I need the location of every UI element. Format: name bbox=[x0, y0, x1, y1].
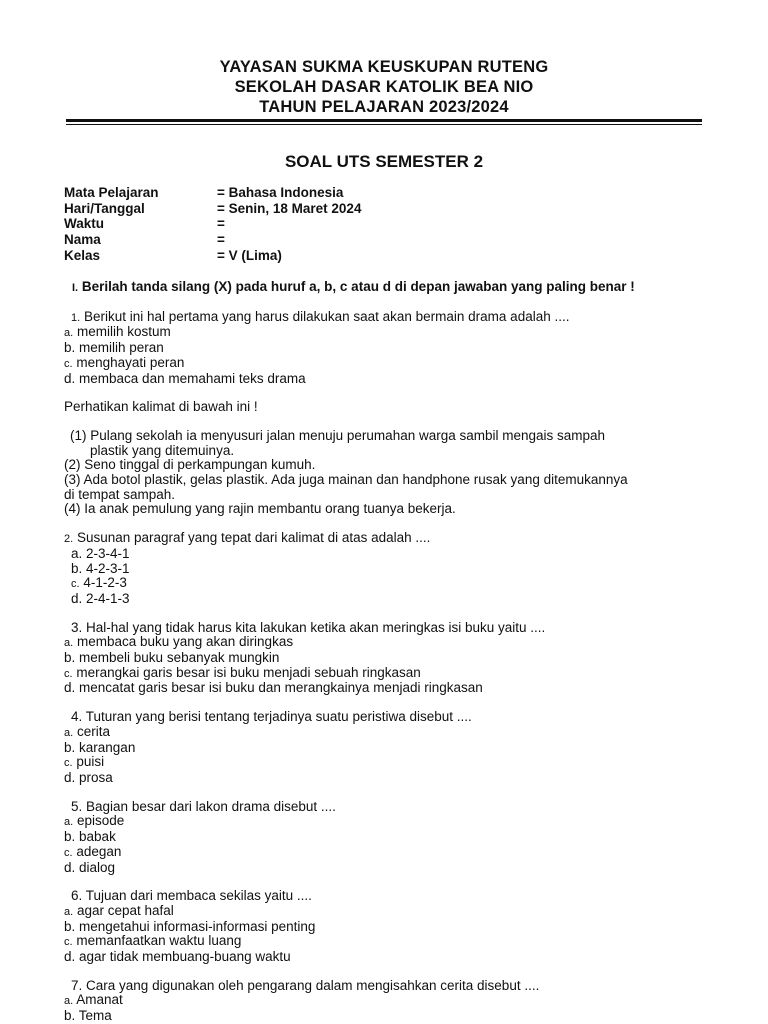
option-letter: d. bbox=[64, 370, 76, 386]
header-divider-thick bbox=[66, 119, 702, 122]
option-text: memilih kostum bbox=[76, 324, 171, 340]
option-text: mencatat garis besar isi buku dan merangkainya menjadi ringkasan bbox=[79, 680, 483, 696]
option-letter: b. bbox=[64, 918, 76, 934]
info-label: Mata Pelajaran bbox=[64, 185, 159, 200]
option-d bbox=[64, 771, 704, 786]
option-text: 2-4-1-3 bbox=[86, 590, 130, 606]
question-text: Tuturan yang berisi tentang terjadinya suatu peristiwa disebut .... bbox=[85, 709, 472, 725]
info-value: = Bahasa Indonesia bbox=[217, 185, 344, 200]
option-letter: c. bbox=[64, 936, 73, 949]
option-text: prosa bbox=[79, 769, 113, 785]
option-c bbox=[64, 356, 704, 372]
option-letter: d. bbox=[64, 859, 76, 875]
info-label: Hari/Tanggal bbox=[64, 200, 145, 216]
question-text: Cara yang digunakan oleh pengarang dalam mengisahkan cerita disebut .... bbox=[86, 977, 540, 993]
option-a bbox=[64, 547, 704, 562]
option-text: menghayati peran bbox=[76, 354, 185, 370]
sentence-number: (4) bbox=[64, 501, 81, 517]
option-letter: d. bbox=[64, 769, 76, 785]
question-number: 7. bbox=[71, 977, 83, 993]
option-letter: c. bbox=[64, 757, 73, 770]
sentence-text: Seno tinggal di perkampungan kumuh. bbox=[84, 457, 316, 473]
foundation-name: YAYASAN SUKMA KEUSKUPAN RUTENG bbox=[219, 58, 549, 76]
reading-prompt: Perhatikan kalimat di bawah ini ! bbox=[64, 399, 258, 415]
question-text: Tujuan dari membaca sekilas yaitu .... bbox=[85, 888, 312, 904]
info-row-class bbox=[64, 248, 361, 264]
info-value: = Senin, 18 Maret 2024 bbox=[217, 200, 362, 216]
info-value: = bbox=[217, 216, 225, 232]
option-text: karangan bbox=[79, 739, 136, 755]
sentence-number: (1) bbox=[70, 427, 87, 443]
option-b bbox=[64, 651, 704, 666]
question-text: Berikut ini hal pertama yang harus dilakukan saat akan bermain drama adalah .... bbox=[83, 308, 570, 324]
option-b bbox=[64, 741, 704, 756]
option-a bbox=[64, 635, 704, 651]
exam-info-block bbox=[64, 185, 361, 263]
option-text: memanfaatkan waktu luang bbox=[76, 933, 242, 949]
option-d bbox=[64, 681, 704, 696]
sentence-text: Ada botol plastik, gelas plastik. Ada juga mainan dan handphone rusak yang ditemukannya bbox=[83, 472, 628, 488]
option-letter: c. bbox=[64, 667, 73, 680]
option-letter: b. bbox=[64, 340, 76, 356]
option-d bbox=[64, 861, 704, 876]
school-name: SEKOLAH DASAR KATOLIK BEA NIO bbox=[234, 78, 534, 96]
info-row-date bbox=[64, 201, 361, 217]
option-letter: a. bbox=[64, 995, 74, 1008]
option-d bbox=[64, 372, 704, 387]
option-b bbox=[64, 1009, 704, 1024]
info-row-time bbox=[64, 216, 361, 232]
info-label: Nama bbox=[64, 232, 101, 248]
option-c bbox=[64, 845, 704, 861]
question-1 bbox=[64, 310, 704, 326]
academic-year: TAHUN PELAJARAN 2023/2024 bbox=[259, 98, 509, 116]
option-c bbox=[64, 934, 704, 950]
sentence-text: Ia anak pemulung yang rajin membantu orang tuanya bekerja. bbox=[84, 501, 456, 517]
option-letter: b. bbox=[64, 650, 76, 666]
option-text: membeli buku sebanyak mungkin bbox=[79, 650, 280, 666]
option-letter: d. bbox=[64, 680, 76, 696]
exam-title: SOAL UTS SEMESTER 2 bbox=[284, 152, 484, 171]
option-text: mengetahui informasi-informasi penting bbox=[79, 918, 316, 934]
option-text: membaca buku yang akan diringkas bbox=[76, 634, 294, 650]
option-a bbox=[64, 904, 704, 920]
question-number: 3. bbox=[71, 619, 83, 635]
info-value: = bbox=[217, 232, 225, 248]
info-value: = V (Lima) bbox=[217, 247, 282, 263]
question-number: 2. bbox=[64, 533, 74, 546]
sentence-3-continued: di tempat sampah. bbox=[64, 486, 176, 502]
option-a bbox=[64, 814, 704, 830]
option-text: dialog bbox=[79, 859, 116, 875]
option-text: 2-3-4-1 bbox=[86, 545, 130, 561]
info-label: Waktu bbox=[64, 216, 104, 232]
info-row-name bbox=[64, 232, 361, 248]
question-text: Susunan paragraf yang tepat dari kalimat di atas adalah .... bbox=[76, 530, 431, 546]
option-letter: a. bbox=[64, 905, 74, 918]
option-text: memilih peran bbox=[79, 340, 164, 356]
sentence-3 bbox=[64, 473, 704, 488]
option-text: agar tidak membuang-buang waktu bbox=[79, 949, 291, 965]
section-instruction bbox=[64, 280, 704, 296]
option-letter: b. bbox=[71, 560, 83, 576]
option-letter: c. bbox=[64, 357, 73, 370]
option-text: cerita bbox=[76, 723, 110, 739]
option-text: adegan bbox=[76, 843, 122, 859]
question-text: Bagian besar dari lakon drama disebut .... bbox=[86, 798, 336, 814]
option-text: Amanat bbox=[76, 992, 123, 1008]
question-5 bbox=[64, 800, 704, 815]
option-c bbox=[64, 666, 704, 682]
sentence-number: (3) bbox=[64, 472, 81, 488]
option-letter: b. bbox=[64, 739, 76, 755]
question-6 bbox=[64, 889, 704, 904]
option-text: agar cepat hafal bbox=[76, 902, 174, 918]
option-text: puisi bbox=[76, 754, 105, 770]
option-letter: a. bbox=[64, 637, 74, 650]
option-a bbox=[64, 725, 704, 741]
question-text: Hal-hal yang tidak harus kita lakukan ketika akan meringkas isi buku yaitu .... bbox=[86, 619, 546, 635]
option-b bbox=[64, 920, 704, 935]
option-letter: d. bbox=[64, 949, 76, 965]
option-c bbox=[64, 755, 704, 771]
question-4 bbox=[64, 710, 704, 725]
sentence-number: (2) bbox=[64, 457, 81, 473]
section-number: I. bbox=[72, 282, 79, 294]
sentence-4 bbox=[64, 502, 704, 517]
info-label: Kelas bbox=[64, 247, 101, 263]
option-letter: b. bbox=[64, 829, 76, 845]
option-a bbox=[64, 325, 704, 341]
sentence-2 bbox=[64, 458, 704, 473]
option-text: episode bbox=[76, 813, 125, 829]
sentence-text: Pulang sekolah ia menyusuri jalan menuju perumahan warga sambil mengais sampah bbox=[90, 427, 606, 443]
option-d bbox=[64, 950, 704, 965]
option-letter: d. bbox=[71, 590, 83, 606]
option-text: Tema bbox=[78, 1008, 112, 1024]
option-d bbox=[64, 592, 704, 607]
option-a bbox=[64, 993, 704, 1009]
option-b bbox=[64, 830, 704, 845]
option-text: merangkai garis besar isi buku menjadi sebuah ringkasan bbox=[76, 664, 421, 680]
info-row-subject bbox=[64, 185, 361, 201]
option-letter: a. bbox=[64, 726, 74, 739]
option-text: 4-1-2-3 bbox=[83, 575, 127, 591]
option-text: babak bbox=[79, 829, 116, 845]
school-header bbox=[0, 57, 768, 117]
exam-body bbox=[64, 280, 704, 1024]
option-c bbox=[64, 576, 704, 592]
option-text: 4-2-3-1 bbox=[86, 560, 130, 576]
question-number: 6. bbox=[71, 888, 83, 904]
option-letter: a. bbox=[64, 816, 74, 829]
question-number: 5. bbox=[71, 798, 83, 814]
instruction-text: Berilah tanda silang (X) pada huruf a, b, c atau d di depan jawaban yang paling benar ! bbox=[81, 279, 635, 294]
option-text: membaca dan memahami teks drama bbox=[79, 370, 306, 386]
option-b bbox=[64, 341, 704, 356]
question-7 bbox=[64, 979, 704, 994]
option-letter: c. bbox=[71, 578, 80, 591]
question-3 bbox=[64, 621, 704, 636]
header-divider-thin bbox=[66, 124, 702, 125]
option-letter: c. bbox=[64, 846, 73, 859]
question-2 bbox=[64, 531, 704, 547]
sentence-1 bbox=[64, 429, 704, 444]
option-letter: a. bbox=[64, 327, 74, 340]
question-number: 1. bbox=[71, 311, 81, 324]
question-number: 4. bbox=[71, 709, 83, 725]
sentence-1-continued: plastik yang ditemuinya. bbox=[90, 442, 235, 458]
option-letter: b. bbox=[64, 1008, 76, 1024]
option-letter: a. bbox=[71, 545, 83, 561]
option-b bbox=[64, 562, 704, 577]
